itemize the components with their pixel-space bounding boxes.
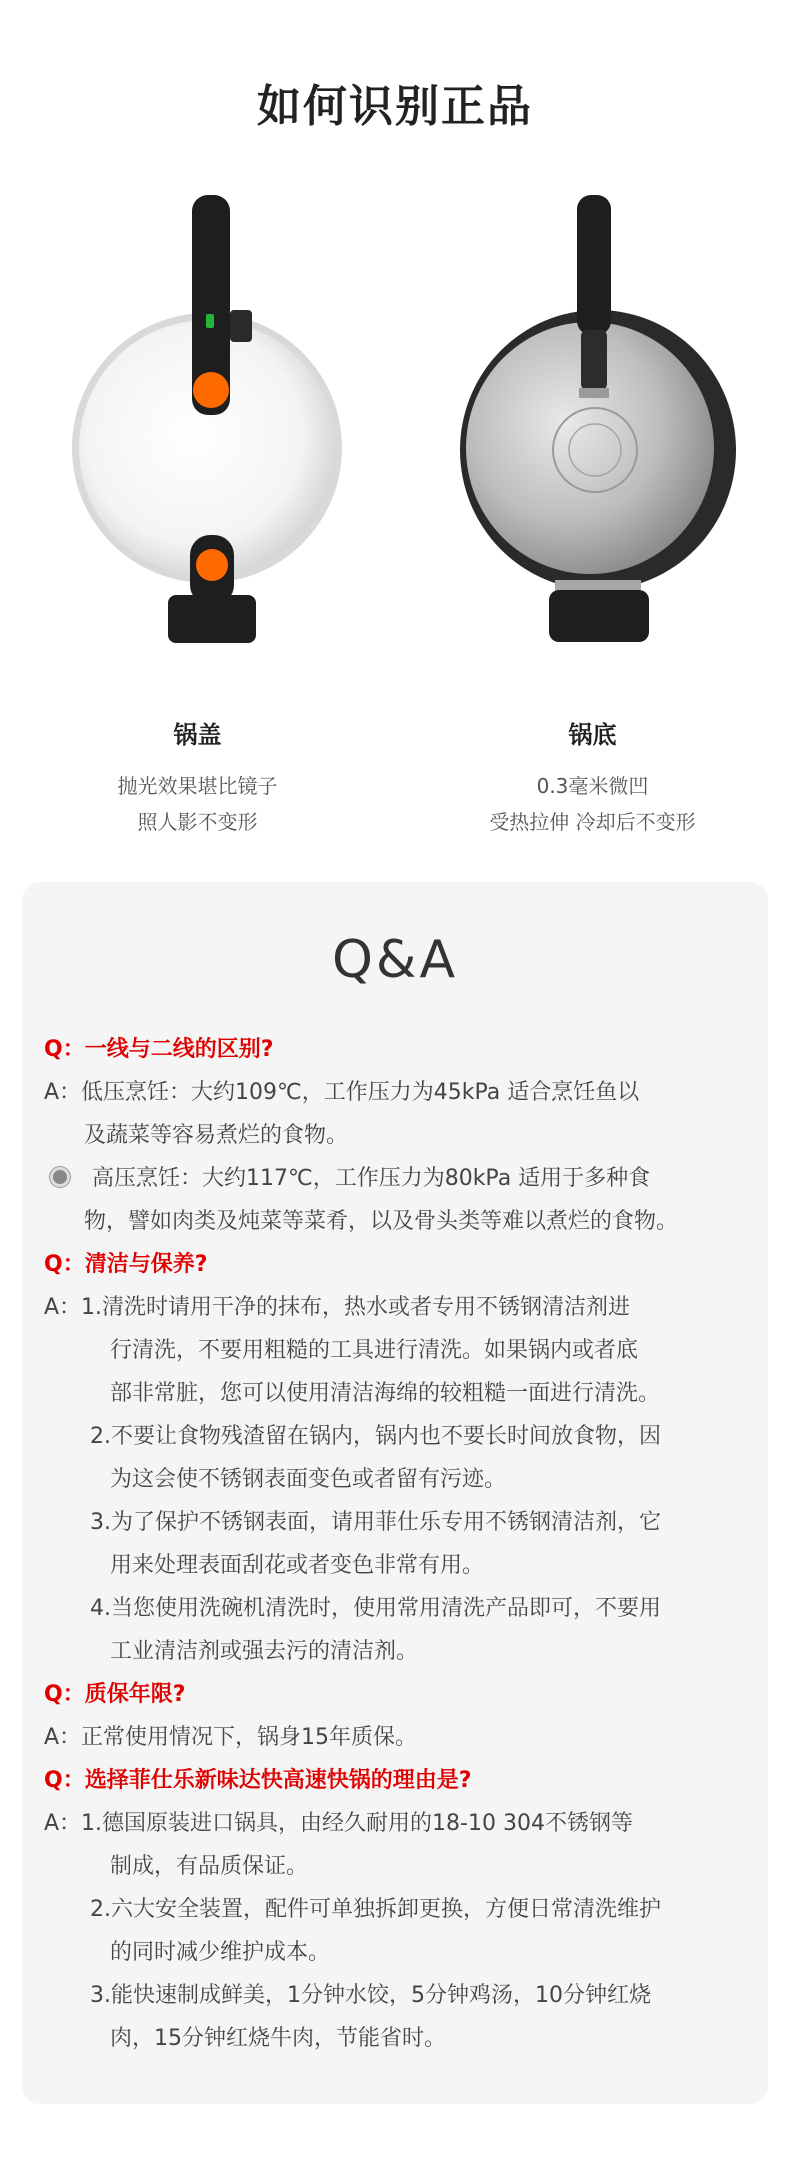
product-image-lid: [0, 190, 395, 660]
answer-line: 肉，15分钟红烧牛肉，节能省时。: [110, 2026, 446, 2051]
question: Q：一线与二线的区别?: [44, 1037, 274, 1062]
pressure-cooker-bottom-illustration: [395, 190, 790, 660]
page-title: 如何识别正品: [257, 81, 533, 132]
answer-line: 制成，有品质保证。: [110, 1854, 309, 1879]
answer-line: 2.六大安全装置，配件可单独拆卸更换，方便日常清洗维护: [90, 1897, 661, 1922]
answer-line: A：正常使用情况下，锅身15年质保。: [44, 1725, 418, 1750]
answer-line: A：1.清洗时请用干净的抹布，热水或者专用不锈钢清洁剂进: [44, 1295, 631, 1320]
radio-bullet-icon: [50, 1167, 70, 1187]
product-caption-lid: [0, 715, 395, 840]
caption-title: 锅盖: [173, 721, 222, 749]
answer-text: 高压烹饪：大约117℃，工作压力为80kPa 适用于多种食: [92, 1166, 651, 1191]
product-caption-bottom: [395, 715, 790, 840]
question: Q：清洁与保养?: [44, 1252, 208, 1277]
answer-line: 4.当您使用洗碗机清洗时，使用常用清洗产品即可，不要用: [90, 1596, 661, 1621]
caption-line: 受热拉伸 冷却后不变形: [489, 810, 696, 834]
product-image-bottom: [395, 190, 790, 660]
question: Q：选择菲仕乐新味达快高速快锅的理由是?: [44, 1768, 472, 1793]
answer-line: 为这会使不锈钢表面变色或者留有污迹。: [110, 1467, 507, 1492]
answer-line: 3.能快速制成鲜美，1分钟水饺，5分钟鸡汤，10分钟红烧: [90, 1983, 651, 2008]
answer-line: 工业清洁剂或强去污的清洁剂。: [110, 1639, 419, 1664]
answer-line: 物，譬如肉类及炖菜等菜肴，以及骨头类等难以煮烂的食物。: [84, 1209, 679, 1234]
answer-line: 部非常脏，您可以使用清洁海绵的较粗糙一面进行清洗。: [110, 1381, 661, 1406]
answer-line: 用来处理表面刮花或者变色非常有用。: [110, 1553, 485, 1578]
question: Q：质保年限?: [44, 1682, 186, 1707]
answer-line: A：1.德国原装进口锅具，由经久耐用的18-10 304不锈钢等: [44, 1811, 633, 1836]
answer-line-bulleted: [44, 1157, 764, 1200]
answer-line: 及蔬菜等容易煮烂的食物。: [84, 1123, 349, 1148]
qa-list: [44, 1028, 764, 2060]
pressure-cooker-lid-illustration: [0, 190, 395, 660]
answer-line: A：低压烹饪：大约109℃，工作压力为45kPa 适合烹饪鱼以: [44, 1080, 640, 1105]
answer-line: 2.不要让食物残渣留在锅内，锅内也不要长时间放食物，因: [90, 1424, 661, 1449]
qa-heading: Q&A: [331, 930, 459, 990]
answer-line: 的同时减少维护成本。: [110, 1940, 331, 1965]
caption-line: 抛光效果堪比镜子: [117, 774, 278, 798]
caption-title: 锅底: [568, 721, 617, 749]
answer-line: 行清洗，不要用粗糙的工具进行清洗。如果锅内或者底: [110, 1338, 639, 1363]
caption-line: 照人影不变形: [137, 810, 258, 834]
caption-line: 0.3毫米微凹: [536, 774, 649, 798]
answer-line: 3.为了保护不锈钢表面，请用菲仕乐专用不锈钢清洁剂，它: [90, 1510, 661, 1535]
